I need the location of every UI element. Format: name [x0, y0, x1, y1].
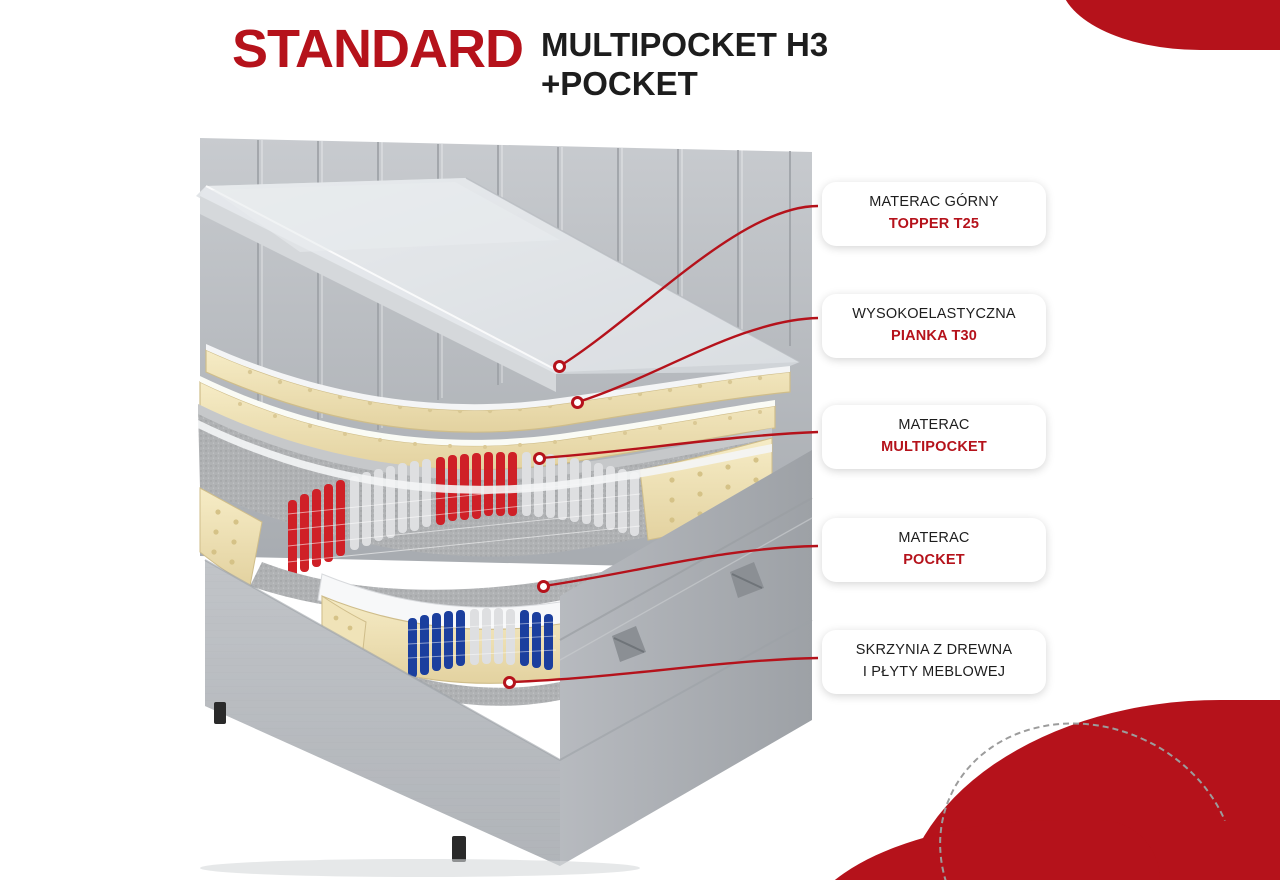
marker-box: [503, 676, 516, 689]
callout-materac-multipocket: [822, 405, 1046, 469]
callout-wysokoelastyczna-pianka: [822, 294, 1046, 358]
marker-topper: [553, 360, 566, 373]
callout-skrzynia: [822, 630, 1046, 694]
callout-line-1: MATERAC: [898, 530, 970, 546]
callout-materac-gorny-topper: [822, 182, 1046, 246]
callout-line-2: PIANKA T30: [890, 327, 978, 344]
callout-line-2: I PŁYTY MEBLOWEJ: [862, 663, 1006, 680]
callout-line-1: MATERAC: [898, 417, 970, 433]
callout-line-1: WYSOKOELASTYCZNA: [852, 306, 1016, 322]
marker-pocket: [537, 580, 550, 593]
marker-multipocket: [533, 452, 546, 465]
title-main: STANDARD: [232, 19, 523, 79]
callout-line-2: MULTIPOCKET: [881, 438, 987, 455]
callout-line-2: POCKET: [903, 551, 965, 568]
callout-materac-pocket: [822, 518, 1046, 582]
callout-line-1: SKRZYNIA Z DREWNA: [855, 642, 1013, 658]
marker-foam-t30: [571, 396, 584, 409]
callout-line-1: MATERAC GÓRNY: [869, 194, 999, 210]
title-subtitle: MULTIPOCKET H3 +POCKET: [540, 26, 829, 102]
callout-line-2: TOPPER T25: [888, 215, 980, 232]
